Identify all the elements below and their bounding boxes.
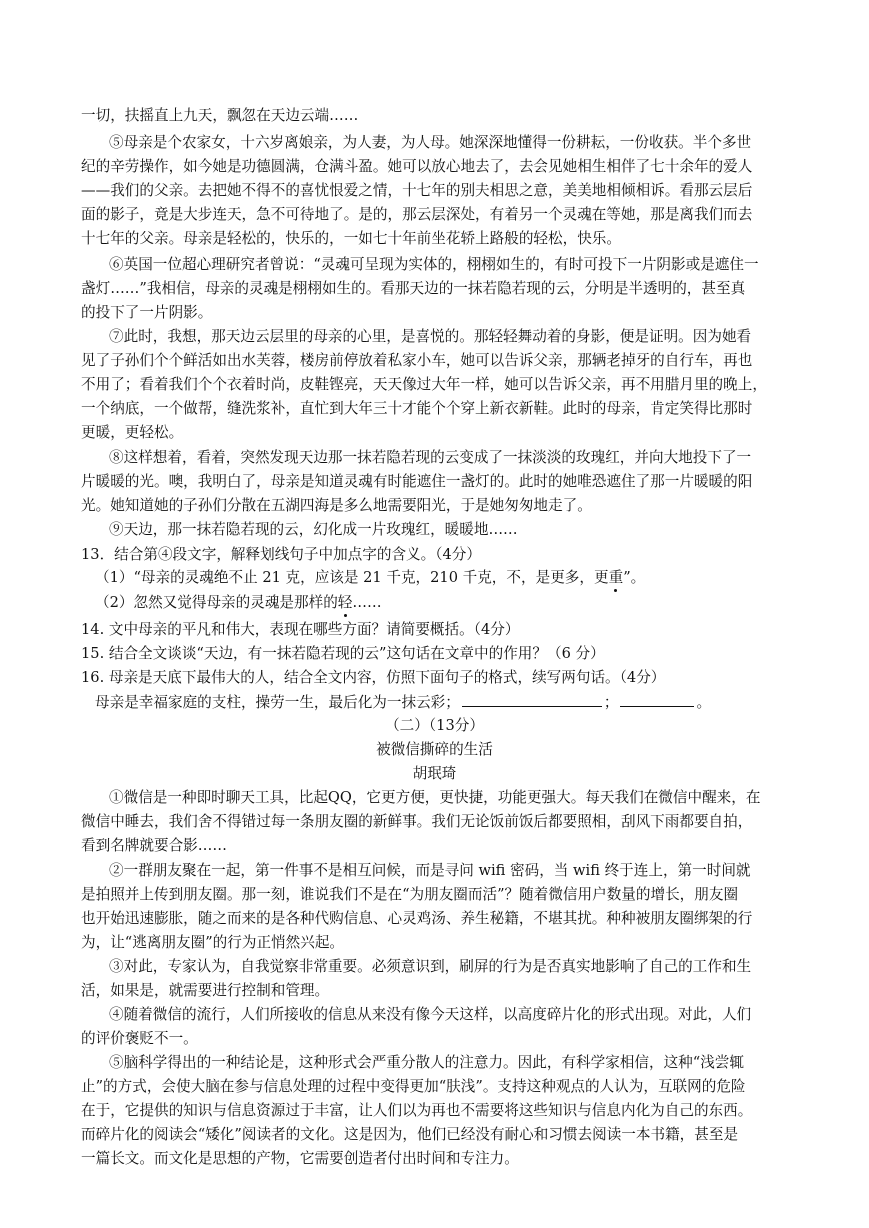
passage-line: ②一群朋友聚在一起，第一件事不是相互问候，而是寻问 wifi 密码，当 wifi 终于连上，第一时间就	[109, 862, 751, 879]
passage-line: 微信中睡去，我们舍不得错过每一条朋友圈的新鲜事。我们无论饭前饭后都要照相，刮风下雨都要自拍，	[81, 813, 753, 830]
passage-line: ⑤脑科学得出的一种结论是，这种形式会严重分散人的注意力。因此，有科学家相信，这种“浅尝辄	[109, 1054, 744, 1071]
question-13-2-text: （2）忽然又觉得母亲的灵魂是那样的	[95, 594, 338, 611]
article-title: 被微信撕碎的生活	[376, 741, 493, 758]
question-16: 16. 母亲是天底下最伟大的人，结合全文内容，仿照下面句子的格式，续写两句话。（4分）	[81, 669, 666, 686]
passage-line: 而碎片化的阅读会“矮化”阅读者的文化。这是因为，他们已经没有耐心和习惯去阅读一本书籍，甚至是	[81, 1126, 739, 1143]
question-13-2-end: ……	[352, 594, 382, 611]
passage-line: 不用了；看着我们个个衣着时尚，皮鞋铿亮，天天像过大年一样，她可以告诉父亲，再不用腊月里的晚上，	[81, 376, 767, 393]
passage-line: 光。她知道她的子孙们分散在五湖四海是多么地需要阳光，于是她匆匆地走了。	[81, 497, 592, 514]
passage-line: ——我们的父亲。去把她不得不的喜忧恨爱之情，十七年的别夫相思之意，美美地相倾相诉。看那云层后	[81, 182, 753, 199]
passage-line: ⑧这样想着，看着，突然发现天边那一抹若隐若现的云变成了一抹淡淡的玫瑰红，并向大地投下了一	[109, 449, 752, 466]
passage-line: ③对此，专家认为，自我觉察非常重要。必须意识到，刷屏的行为是否真实地影响了自己的工作和生	[109, 958, 752, 975]
blank-end: 。	[696, 694, 712, 711]
passage-line: ⑦此时，我想，那天边云层里的母亲的心里，是喜悦的。那轻轻舞动着的身影，便是证明。因为她看	[109, 328, 752, 345]
passage-line: 在于，它提供的知识与信息资源过于丰富，让人们以为再也不需要将这些知识与信息内化为自己的东西。	[81, 1102, 753, 1119]
question-15: 15. 结合全文谈谈“天边，有一抹若隐若现的云”这句话在文章中的作用？（6 分）	[81, 645, 605, 662]
question-13-1-end: ”。	[623, 569, 646, 586]
passage-line: ⑤母亲是个农家女，十六岁离娘亲，为人妻，为人母。她深深地懂得一份耕耘，一份收获。半个多世	[109, 134, 752, 151]
answer-blank-2[interactable]	[620, 692, 694, 707]
passage-line: 一篇长文。而文化是思想的产物，它需要创造者付出时间和专注力。	[81, 1150, 519, 1167]
passage-line: 盏灯……”我相信，母亲的灵魂是栩栩如生的。看那天边的一抹若隐若现的云，分明是半透明的，甚至真	[81, 280, 746, 297]
blank-separator: ；	[603, 694, 619, 711]
passage-line: 纪的辛劳操作，如今她是功德圆满，仓满斗盈。她可以放心地去了，去会见她相生相伴了七十余年的爱人	[81, 158, 753, 175]
section-header: （二）（13分）	[385, 717, 484, 734]
question-13-2	[95, 593, 382, 613]
question-16-example	[95, 692, 711, 713]
passage-line: 活，如果是，就需要进行控制和管理。	[81, 982, 330, 999]
passage-line: 一个纳底，一个做帮，缝洗浆补，直忙到大年三十才能个个穿上新衣新鞋。此时的母亲，肯定笑得比那时	[81, 400, 753, 417]
passage-line: ④随着微信的流行，人们所接收的信息从来没有像今天这样，以高度碎片化的形式出现。对此，人们	[109, 1006, 752, 1023]
passage-line: ⑨天边，那一抹若隐若现的云，幻化成一片玫瑰红，暖暖地……	[109, 521, 518, 538]
passage-line: 的投下了一片阴影。	[81, 304, 213, 321]
passage-line: 面的影子，竟是大步连天，急不可待地了。是的，那云层深处，有着另一个灵魂在等她，那是离我们而去	[81, 206, 753, 223]
emphasis-dot-char: 重	[608, 569, 624, 586]
passage-line: 见了子孙们个个鲜活如出水芙蓉，楼房前停放着私家小车，她可以告诉父亲，那辆老掉牙的自行车，再也	[81, 352, 753, 369]
passage-line: 止”的方式，会使大脑在参与信息处理的过程中变得更加“肤浅”。支持这种观点的人认为，互联网的危险	[81, 1078, 746, 1095]
passage-line: 片暖暖的光。噢，我明白了，母亲是知道灵魂有时能遮住一盏灯的。此时的她唯恐遮住了那一片暖暖的阳	[81, 473, 753, 490]
question-13-1-text: （1）“母亲的灵魂绝不止 21 克，应该是 21 千克，210 千克，不，是更多，更	[95, 569, 609, 586]
question-16-example-text: 母亲是幸福家庭的支柱，操劳一生，最后化为一抹云彩；	[95, 694, 460, 711]
passage-line: 一切，扶摇直上九天，飘忽在天边云端……	[81, 107, 359, 124]
question-14: 14. 文中母亲的平凡和伟大，表现在哪些方面？请简要概括。（4分）	[81, 621, 520, 638]
emphasis-dot-char: 轻	[337, 594, 353, 611]
passage-line: ①微信是一种即时聊天工具，比起QQ，它更方便，更快捷，功能更强大。每天我们在微信中醒来，在	[109, 789, 761, 806]
passage-line: 为，让“逃离朋友圈”的行为正悄然兴起。	[81, 934, 345, 951]
passage-line: 更暖，更轻松。	[81, 424, 184, 441]
passage-line: 十七年的父亲。母亲是轻松的，快乐的，一如七十年前坐花轿上路般的轻松，快乐。	[81, 230, 621, 247]
question-13: 13．结合第④段文字，解释划线句子中加点字的含义。（4分）	[81, 546, 481, 563]
passage-line: 的评价褒贬不一。	[81, 1030, 198, 1047]
passage-line: 也开始迅速膨胀，随之而来的是各种代购信息、心灵鸡汤、养生秘籍，不堪其扰。种种被朋友圈绑架的行	[81, 910, 753, 927]
question-13-1	[95, 568, 645, 588]
article-author: 胡珉琦	[412, 765, 457, 782]
passage-line: 是拍照并上传到朋友圈。那一刻，谁说我们不是在“为朋友圈而活”？随着微信用户数量的增长，朋友圈	[81, 886, 739, 903]
passage-line: ⑥英国一位超心理研究者曾说：“灵魂可呈现为实体的，栩栩如生的，有时可投下一片阴影或是遮住一	[109, 256, 759, 273]
answer-blank-1[interactable]	[462, 692, 602, 707]
passage-line: 看到名牌就要合影……	[81, 837, 227, 854]
